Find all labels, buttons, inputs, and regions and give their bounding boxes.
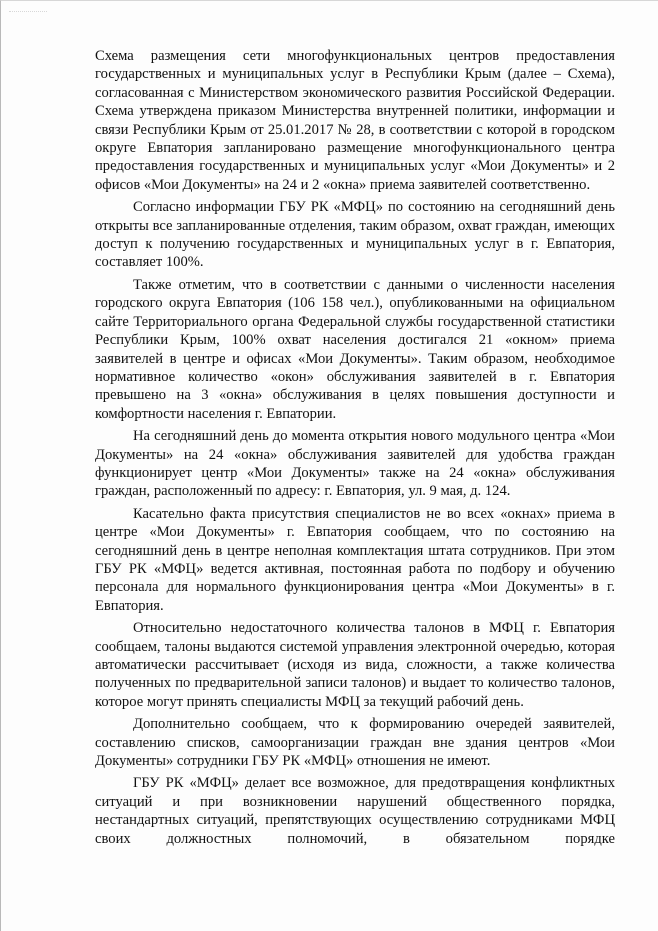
paragraph: Относительно недостаточного количества талонов в МФЦ г. Евпатория сообщаем, талоны выдаются системой управления электронной очередью, которая автоматически рассчитывает (исходя из вида, сложности, а также количества полученных по предварительной записи талонов) и выдает то количество талонов, которое могут принять специалисты МФЦ за текущий рабочий день. <box>95 620 615 710</box>
paragraph: ГБУ РК «МФЦ» делает все возможное, для предотвращения конфликтных ситуаций и при возникновении нарушений общественного порядка, нестандартных ситуаций, препятствующих осуществлению сотрудниками МФЦ своих должностных полномочий, в обязательном порядке <box>95 775 615 847</box>
paragraph: Касательно факта присутствия специалистов не во всех «окнах» приема в центре «Мои Документы» г. Евпатория сообщаем, что по состоянию на сегодняшний день в центре неполная комплектация штата сотрудников. При этом ГБУ РК «МФЦ» ведется активная, постоянная работа по подбору и обучению персонала для нормального функционирования центра «Мои Документы» в г. Евпатория. <box>95 505 615 614</box>
paragraph: Также отметим, что в соответствии с данными о численности населения городского округа Евпатория (106 158 чел.), опубликованными на официальном сайте Территориального органа Федеральной службы государственной статистики Республики Крым, 100% охват населения достигался 21 «окном» приема заявителей в центре и офисах «Мои Документы». Таким образом, необходимое нормативное количество «окон» обслуживания заявителей в г. Евпатория превышено на 3 «окна» обслуживания в целях повышения доступности и комфортности населения г. Евпатории. <box>95 276 615 422</box>
scan-artifact <box>9 11 47 20</box>
paragraph: Дополнительно сообщаем, что к формированию очередей заявителей, составлению списков, самоорганизации граждан вне здания центров «Мои Документы» сотрудники ГБУ РК «МФЦ» отношения не имеют. <box>95 716 615 770</box>
paragraph: На сегодняшний день до момента открытия нового модульного центра «Мои Документы» на 24 «окна» обслуживания заявителей для удобства граждан функционирует центр «Мои Документы» также на 24 «окна» обслуживания граждан, расположенный по адресу: г. Евпатория, ул. 9 мая, д. 124. <box>95 428 615 500</box>
document-body <box>95 47 615 852</box>
paragraph: Согласно информации ГБУ РК «МФЦ» по состоянию на сегодняшний день открыты все запланированные отделения, таким образом, охват граждан, имеющих доступ к получению государственных и муниципальных услуг в г. Евпатория, составляет 100%. <box>95 199 615 271</box>
paragraph: Схема размещения сети многофункциональных центров предоставления государственных и муниципальных услуг в Республики Крым (далее – Схема), согласованная с Министерством экономического развития Российской Федерации. Схема утверждена приказом Министерства внутренней политики, информации и связи Республики Крым от 25.01.2017 № 28, в соответствии с которой в городском округе Евпатория запланировано размещение многофункционального центра предоставления государственных и муниципальных услуг «Мои Документы» и 2 офисов «Мои Документы» на 24 и 2 «окна» приема заявителей соответственно. <box>95 48 615 193</box>
